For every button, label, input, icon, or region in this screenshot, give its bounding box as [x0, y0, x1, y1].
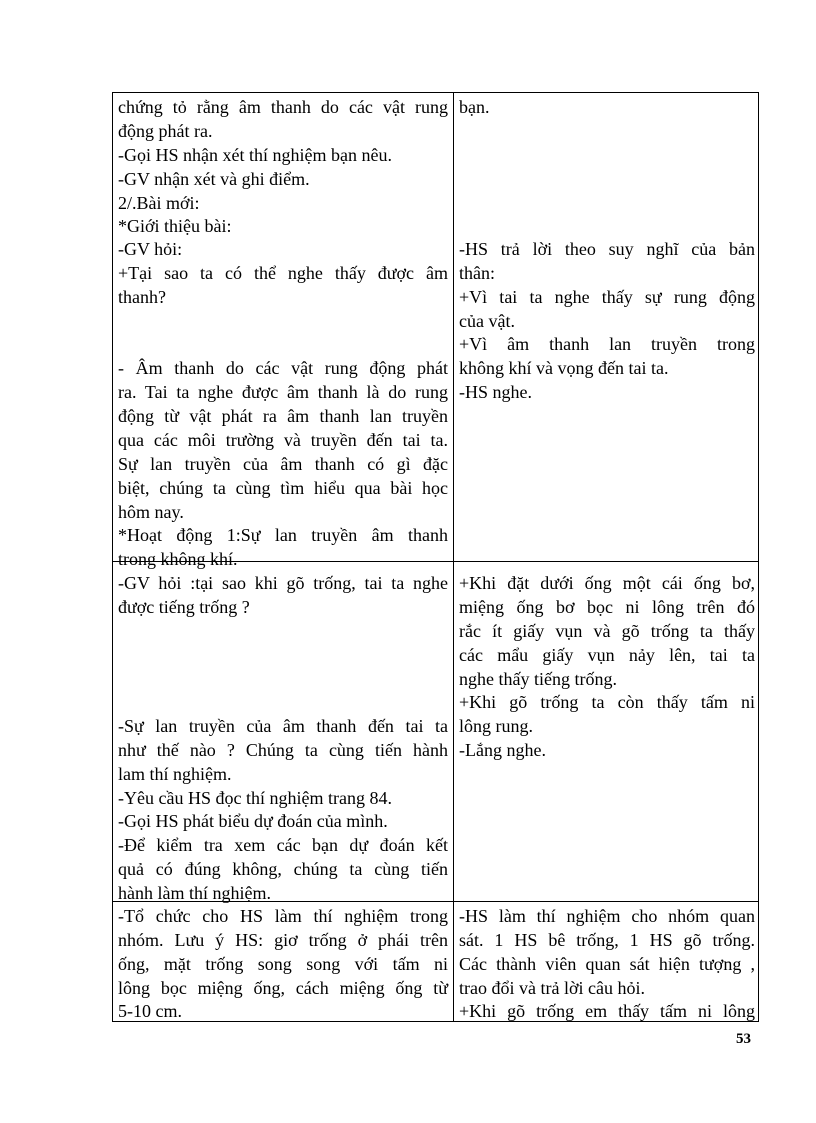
left-line: nhóm. Lưu ý HS: giơ trống ở phái trên	[118, 930, 448, 950]
column-divider	[453, 93, 454, 1021]
left-line: -Yêu cầu HS đọc thí nghiệm trang 84.	[118, 788, 392, 808]
left-line: 2/.Bài mới:	[118, 193, 200, 213]
right-line: không khí và vọng đến tai ta.	[459, 358, 669, 378]
left-line: hôm nay.	[118, 502, 184, 522]
left-line: *Giới thiệu bài:	[118, 216, 232, 236]
left-line: ra. Tai ta nghe được âm thanh là do rung	[118, 382, 448, 402]
page-number: 53	[736, 1031, 751, 1047]
right-line: +Vì âm thanh lan truyền trong	[459, 334, 755, 354]
right-line: +Vì tai ta nghe thấy sự rung động	[459, 287, 755, 307]
right-line: rắc ít giấy vụn và gõ trống ta thấy	[459, 621, 755, 641]
right-line: +Khi đặt dưới ống một cái ống bơ,	[459, 573, 755, 593]
right-line: các mẩu giấy vụn nảy lên, tai ta	[459, 645, 755, 665]
left-line: +Tại sao ta có thể nghe thấy được âm	[118, 263, 448, 283]
left-line: -Gọi HS nhận xét thí nghiệm bạn nêu.	[118, 145, 392, 165]
right-line: nghe thấy tiếng trống.	[459, 669, 617, 689]
left-line: -Gọi HS phát biểu dự đoán của mình.	[118, 811, 388, 831]
left-line: ống, mặt trống song song với tấm ni	[118, 954, 448, 974]
right-line: +Khi gõ trống em thấy tấm ni lông	[459, 1001, 755, 1021]
right-line: -Lắng nghe.	[459, 740, 546, 760]
left-line: 5-10 cm.	[118, 1001, 182, 1021]
right-line: -HS nghe.	[459, 382, 532, 402]
left-line: lông bọc miệng ống, cách miệng ống từ	[118, 978, 448, 998]
right-line: +Khi gõ trống ta còn thấy tấm ni	[459, 692, 755, 712]
left-line: - Âm thanh do các vật rung động phát	[118, 358, 448, 378]
right-line: sát. 1 HS bê trống, 1 HS gõ trống.	[459, 930, 755, 950]
right-line: bạn.	[459, 97, 490, 117]
left-line: qua các môi trường và truyền đến tai ta.	[118, 430, 448, 450]
left-line: -GV hỏi:	[118, 239, 183, 259]
right-line: -HS làm thí nghiệm cho nhóm quan	[459, 906, 755, 926]
left-line: động phát ra.	[118, 121, 213, 141]
left-line: trong không khí.	[118, 549, 238, 569]
left-line: biệt, chúng ta cùng tìm hiểu qua bài học	[118, 478, 448, 498]
left-line: quả có đúng không, chúng ta cùng tiến	[118, 859, 448, 879]
left-line: -GV hỏi :tại sao khi gõ trống, tai ta nghe	[118, 573, 448, 593]
left-line: -Để kiểm tra xem các bạn dự đoán kết	[118, 835, 448, 855]
right-line: -HS trả lời theo suy nghĩ của bản	[459, 239, 755, 259]
left-line: -Sự lan truyền của âm thanh đến tai ta	[118, 716, 448, 736]
lesson-table	[112, 92, 759, 1022]
right-line: lông rung.	[459, 716, 533, 736]
right-line: trao đổi và trả lời câu hỏi.	[459, 978, 645, 998]
left-line: động từ vật phát ra âm thanh lan truyền	[118, 406, 448, 426]
right-line: thân:	[459, 263, 495, 283]
left-line: được tiếng trống ?	[118, 597, 250, 617]
left-line: *Hoạt động 1:Sự lan truyền âm thanh	[118, 525, 448, 545]
left-line: thanh?	[118, 287, 166, 307]
left-line: -Tổ chức cho HS làm thí nghiệm trong	[118, 906, 448, 926]
right-line: của vật.	[459, 311, 515, 331]
left-line: -GV nhận xét và ghi điểm.	[118, 169, 310, 189]
right-line: miệng ống bơ bọc ni lông trên đó	[459, 597, 755, 617]
left-line: lam thí nghiệm.	[118, 764, 232, 784]
left-line: Sự lan truyền của âm thanh có gì đặc	[118, 454, 448, 474]
left-line: hành làm thí nghiệm.	[118, 883, 271, 903]
left-line: như thế nào ? Chúng ta cùng tiến hành	[118, 740, 448, 760]
right-line: Các thành viên quan sát hiện tượng ,	[459, 954, 755, 974]
left-line: chứng tỏ rằng âm thanh do các vật rung	[118, 97, 448, 117]
